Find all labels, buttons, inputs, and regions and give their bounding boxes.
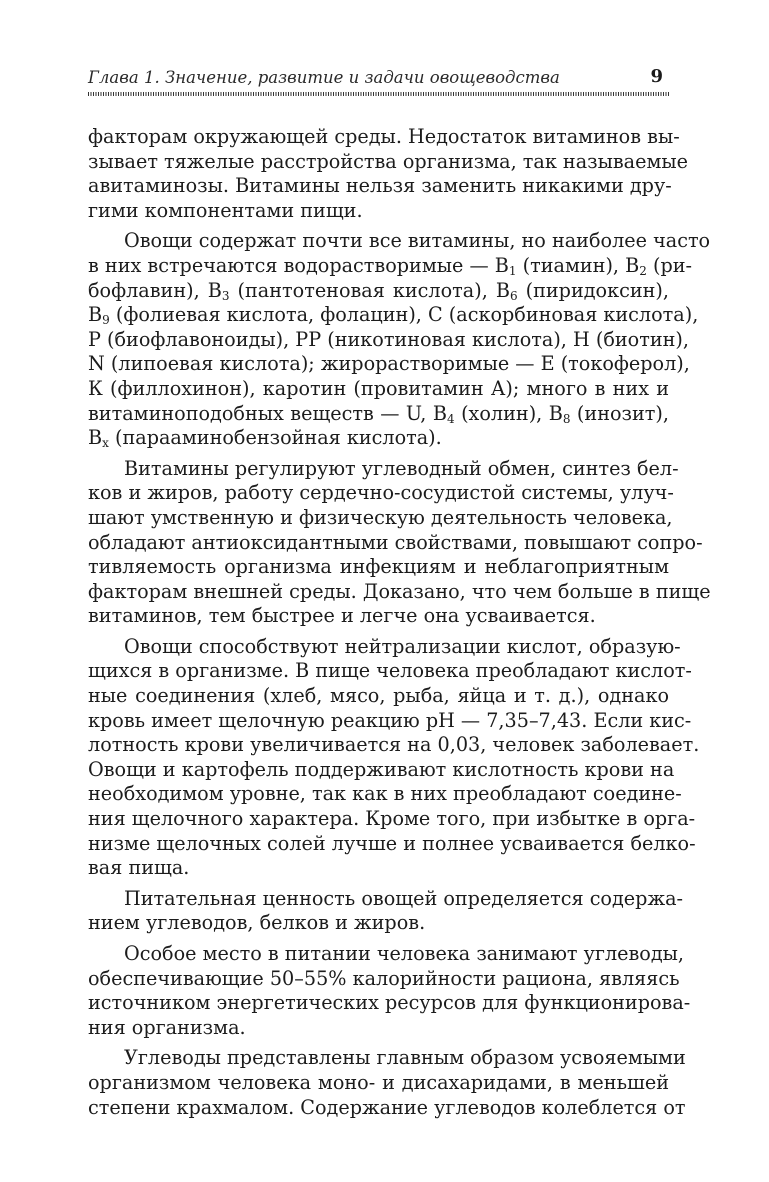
paragraph bbox=[88, 1046, 686, 1120]
text-line: степени крахмалом. Содержание углеводов колеблется от bbox=[88, 1095, 686, 1119]
text-line: $B_9$ (фолиевая кислота, фолацин), С (аскорбиновая кислота), bbox=[88, 303, 699, 328]
text-line: Овощи и картофель поддерживают кислотность крови на bbox=[88, 757, 675, 781]
text-line: Овощи способствуют нейтрализации кислот, образую- bbox=[124, 634, 681, 658]
text-line: витаминоподобных веществ — U, $B_4$ (холин), $B_8$ (инозит), bbox=[88, 401, 669, 426]
paragraph bbox=[88, 886, 684, 936]
text-line: лотность крови увеличивается на 0,03, человек заболевает. bbox=[88, 733, 700, 757]
text-line: ков и жиров, работу сердечно-сосудистой системы, улуч- bbox=[88, 481, 674, 505]
text-line: Р (биофлавоноиды), РР (никотиновая кислота), Н (биотин), bbox=[88, 327, 689, 351]
text-line: вая пища. bbox=[88, 856, 190, 880]
text-line: $B_x$ (парааминобензойная кислота). bbox=[88, 426, 442, 451]
text-line: в них встречаются водорастворимые — $B_1$ (тиамин), $B_2$ (ри- bbox=[88, 253, 693, 278]
text-line: обладают антиоксидантными свойствами, повышают сопро- bbox=[88, 530, 703, 554]
text-line: кровь имеет щелочную реакцию pH — 7,35–7,43. Если кис- bbox=[88, 708, 692, 732]
text-line: ные соединения (хлеб, мясо, рыба, яйца и т. д.), однако bbox=[88, 684, 669, 708]
text-line: ния организма. bbox=[88, 1015, 246, 1039]
text-line: К (филлохинон), каротин (провитамин А); много в них и bbox=[88, 376, 669, 400]
header-rule bbox=[88, 92, 669, 96]
paragraph bbox=[88, 634, 700, 881]
text-line: факторам внешней среды. Доказано, что чем больше в пище bbox=[88, 579, 711, 603]
body-text bbox=[88, 125, 711, 1120]
paragraph bbox=[88, 942, 691, 1040]
text-line: факторам окружающей среды. Недостаток витаминов вы- bbox=[88, 125, 680, 148]
text-line: авитаминозы. Витамины нельзя заменить никакими дру- bbox=[88, 174, 672, 198]
text-line: Питательная ценность овощей определяется содержа- bbox=[124, 886, 684, 910]
text-line: Витамины регулируют углеводный обмен, синтез бел- bbox=[124, 456, 679, 480]
page-number: 9 bbox=[650, 66, 663, 87]
text-line: Углеводы представлены главным образом усвояемыми bbox=[124, 1046, 686, 1070]
chapter-title: Глава 1. Значение, развитие и задачи овощеводства bbox=[88, 68, 560, 87]
paragraph bbox=[88, 125, 689, 223]
text-line: витаминов, тем быстрее и легче она усваивается. bbox=[88, 604, 596, 628]
text-line: Особое место в питании человека занимают углеводы, bbox=[124, 942, 685, 965]
text-line: тивляемость организма инфекциям и неблагоприятным bbox=[88, 555, 669, 579]
text-line: шают умственную и физическую деятельность человека, bbox=[88, 505, 673, 529]
text-line: необходимом уровне, так как в них преобладают соедине- bbox=[88, 782, 682, 806]
text-line: обеспечивающие 50–55% калорийности рациона, являясь bbox=[88, 966, 680, 990]
text-line: ния щелочного характера. Кроме того, при избытке в орга- bbox=[88, 807, 696, 831]
text-line: щихся в организме. В пище человека преобладают кислот- bbox=[88, 659, 692, 683]
text-line: бофлавин), $B_3$ (пантотеновая кислота), $B_6$ (пиридоксин), bbox=[88, 278, 670, 303]
running-header bbox=[88, 66, 669, 90]
text-line: организмом человека моно- и дисахаридами, в меньшей bbox=[88, 1070, 669, 1094]
text-line: низме щелочных солей лучше и полнее усваивается белко- bbox=[88, 831, 696, 855]
text-line: N (липоевая кислота); жирорастворимые — Е (токоферол), bbox=[88, 352, 690, 376]
text-line: источником энергетических ресурсов для функционирова- bbox=[88, 991, 691, 1015]
text-line: Овощи содержат почти все витамины, но наиболее часто bbox=[124, 229, 711, 253]
paragraph bbox=[88, 229, 711, 451]
text-line: гими компонентами пищи. bbox=[88, 198, 363, 222]
paragraph bbox=[88, 456, 711, 629]
text-line: зывает тяжелые расстройства организма, так называемые bbox=[88, 149, 689, 173]
text-line: нием углеводов, белков и жиров. bbox=[88, 911, 426, 935]
